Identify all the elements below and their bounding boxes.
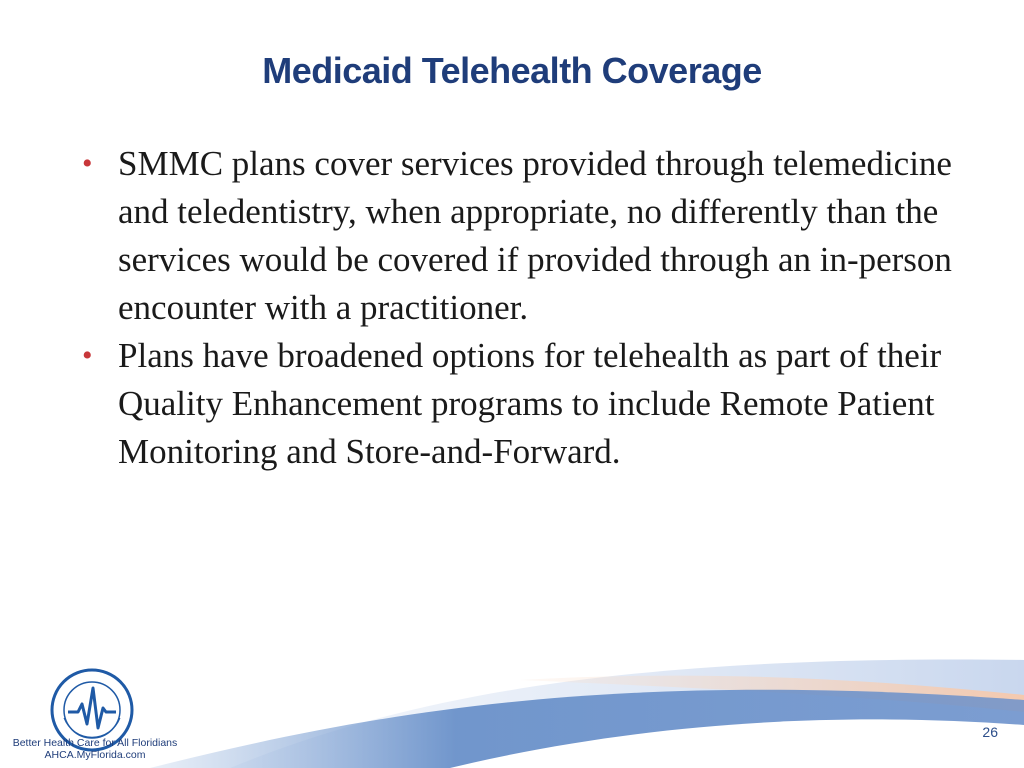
bullet-item (78, 140, 978, 332)
website-link[interactable]: AHCA.MyFlorida.com (44, 749, 146, 761)
bullet-icon: • (82, 147, 93, 180)
bullet-item (78, 332, 978, 476)
page-number: 26 (982, 724, 998, 740)
bullet-list (78, 140, 978, 476)
bullet-text: SMMC plans cover services provided through telemedicine and teledentistry, when appropriate, no differently than the services would be covered if provided through an in-person encounter with a practitioner. (118, 144, 952, 327)
footer-tagline (0, 737, 190, 761)
bullet-icon: • (82, 339, 93, 372)
slide-title: Medicaid Telehealth Coverage (262, 50, 762, 91)
bullet-text: Plans have broadened options for telehealth as part of their Quality Enhancement programs to include Remote Patient Monitoring and Store-and-Forward. (118, 336, 942, 471)
tagline-line: Better Health Care for All Floridians (12, 737, 178, 749)
